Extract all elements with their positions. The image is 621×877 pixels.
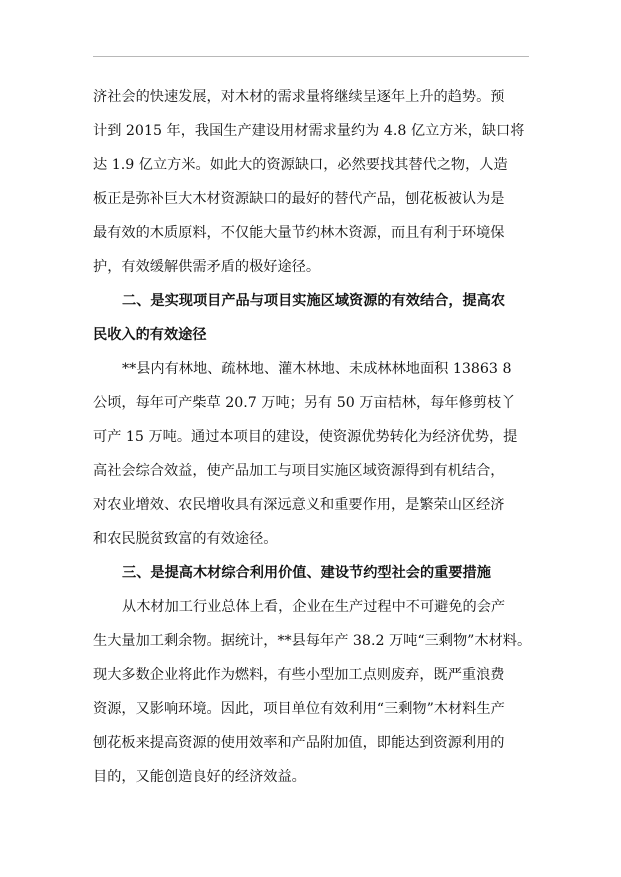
paragraph-1-line: 最有效的木质原料，不仅能大量节约林木资源，而且有利于环境保 (93, 225, 505, 241)
header-rule (93, 56, 529, 57)
paragraph-1-line: 护，有效缓解供需矛盾的极好途径。 (93, 259, 321, 275)
paragraph-3-line: 生大量加工剩余物。据统计，**县每年产 38.2 万吨“三剩物”木材料。 (93, 633, 532, 649)
paragraph-2-line: **县内有林地、疏林地、灌木林地、未成林林地面积 13863 8 (122, 361, 512, 377)
section-heading-2: 二、是实现项目产品与项目实施区域资源的有效结合，提高农 (122, 293, 506, 309)
paragraph-1-line: 板正是弥补巨大木材资源缺口的最好的替代产品，刨花板被认为是 (93, 191, 505, 207)
paragraph-1-line: 计到 2015 年，我国生产建设用材需求量约为 4.8 亿立方米，缺口将 (93, 123, 525, 139)
paragraph-1-line: 达 1.9 亿立方米。如此大的资源缺口，必然要找其替代之物，人造 (93, 157, 508, 173)
paragraph-1-line: 济社会的快速发展，对木材的需求量将继续呈逐年上升的趋势。预 (93, 89, 505, 105)
paragraph-2-line: 对农业增效、农民增收具有深远意义和重要作用，是繁荣山区经济 (93, 497, 505, 513)
section-heading-2-cont: 民收入的有效途径 (93, 327, 207, 343)
paragraph-3-line: 现大多数企业将此作为燃料，有些小型加工点则废弃，既严重浪费 (93, 667, 505, 683)
paragraph-3-line: 刨花板来提高资源的使用效率和产品附加值，即能达到资源利用的 (93, 735, 505, 751)
section-heading-3: 三、是提高木材综合利用价值、建设节约型社会的重要措施 (122, 565, 491, 581)
paragraph-2-line: 公顷，每年可产柴草 20.7 万吨；另有 50 万亩桔林，每年修剪枝丫 (93, 395, 516, 411)
paragraph-3-line: 目的，又能创造良好的经济效益。 (93, 769, 306, 785)
paragraph-3-line: 从木材加工行业总体上看，企业在生产过程中不可避免的会产 (122, 599, 506, 615)
paragraph-2-line: 高社会综合效益，使产品加工与项目实施区域资源得到有机结合， (93, 463, 505, 479)
paragraph-3-line: 资源，又影响环境。因此，项目单位有效利用“三剩物”木材料生产 (93, 701, 505, 717)
paragraph-2-line: 和农民脱贫致富的有效途径。 (93, 531, 278, 547)
paragraph-2-line: 可产 15 万吨。通过本项目的建设，使资源优势转化为经济优势，提 (93, 429, 518, 445)
